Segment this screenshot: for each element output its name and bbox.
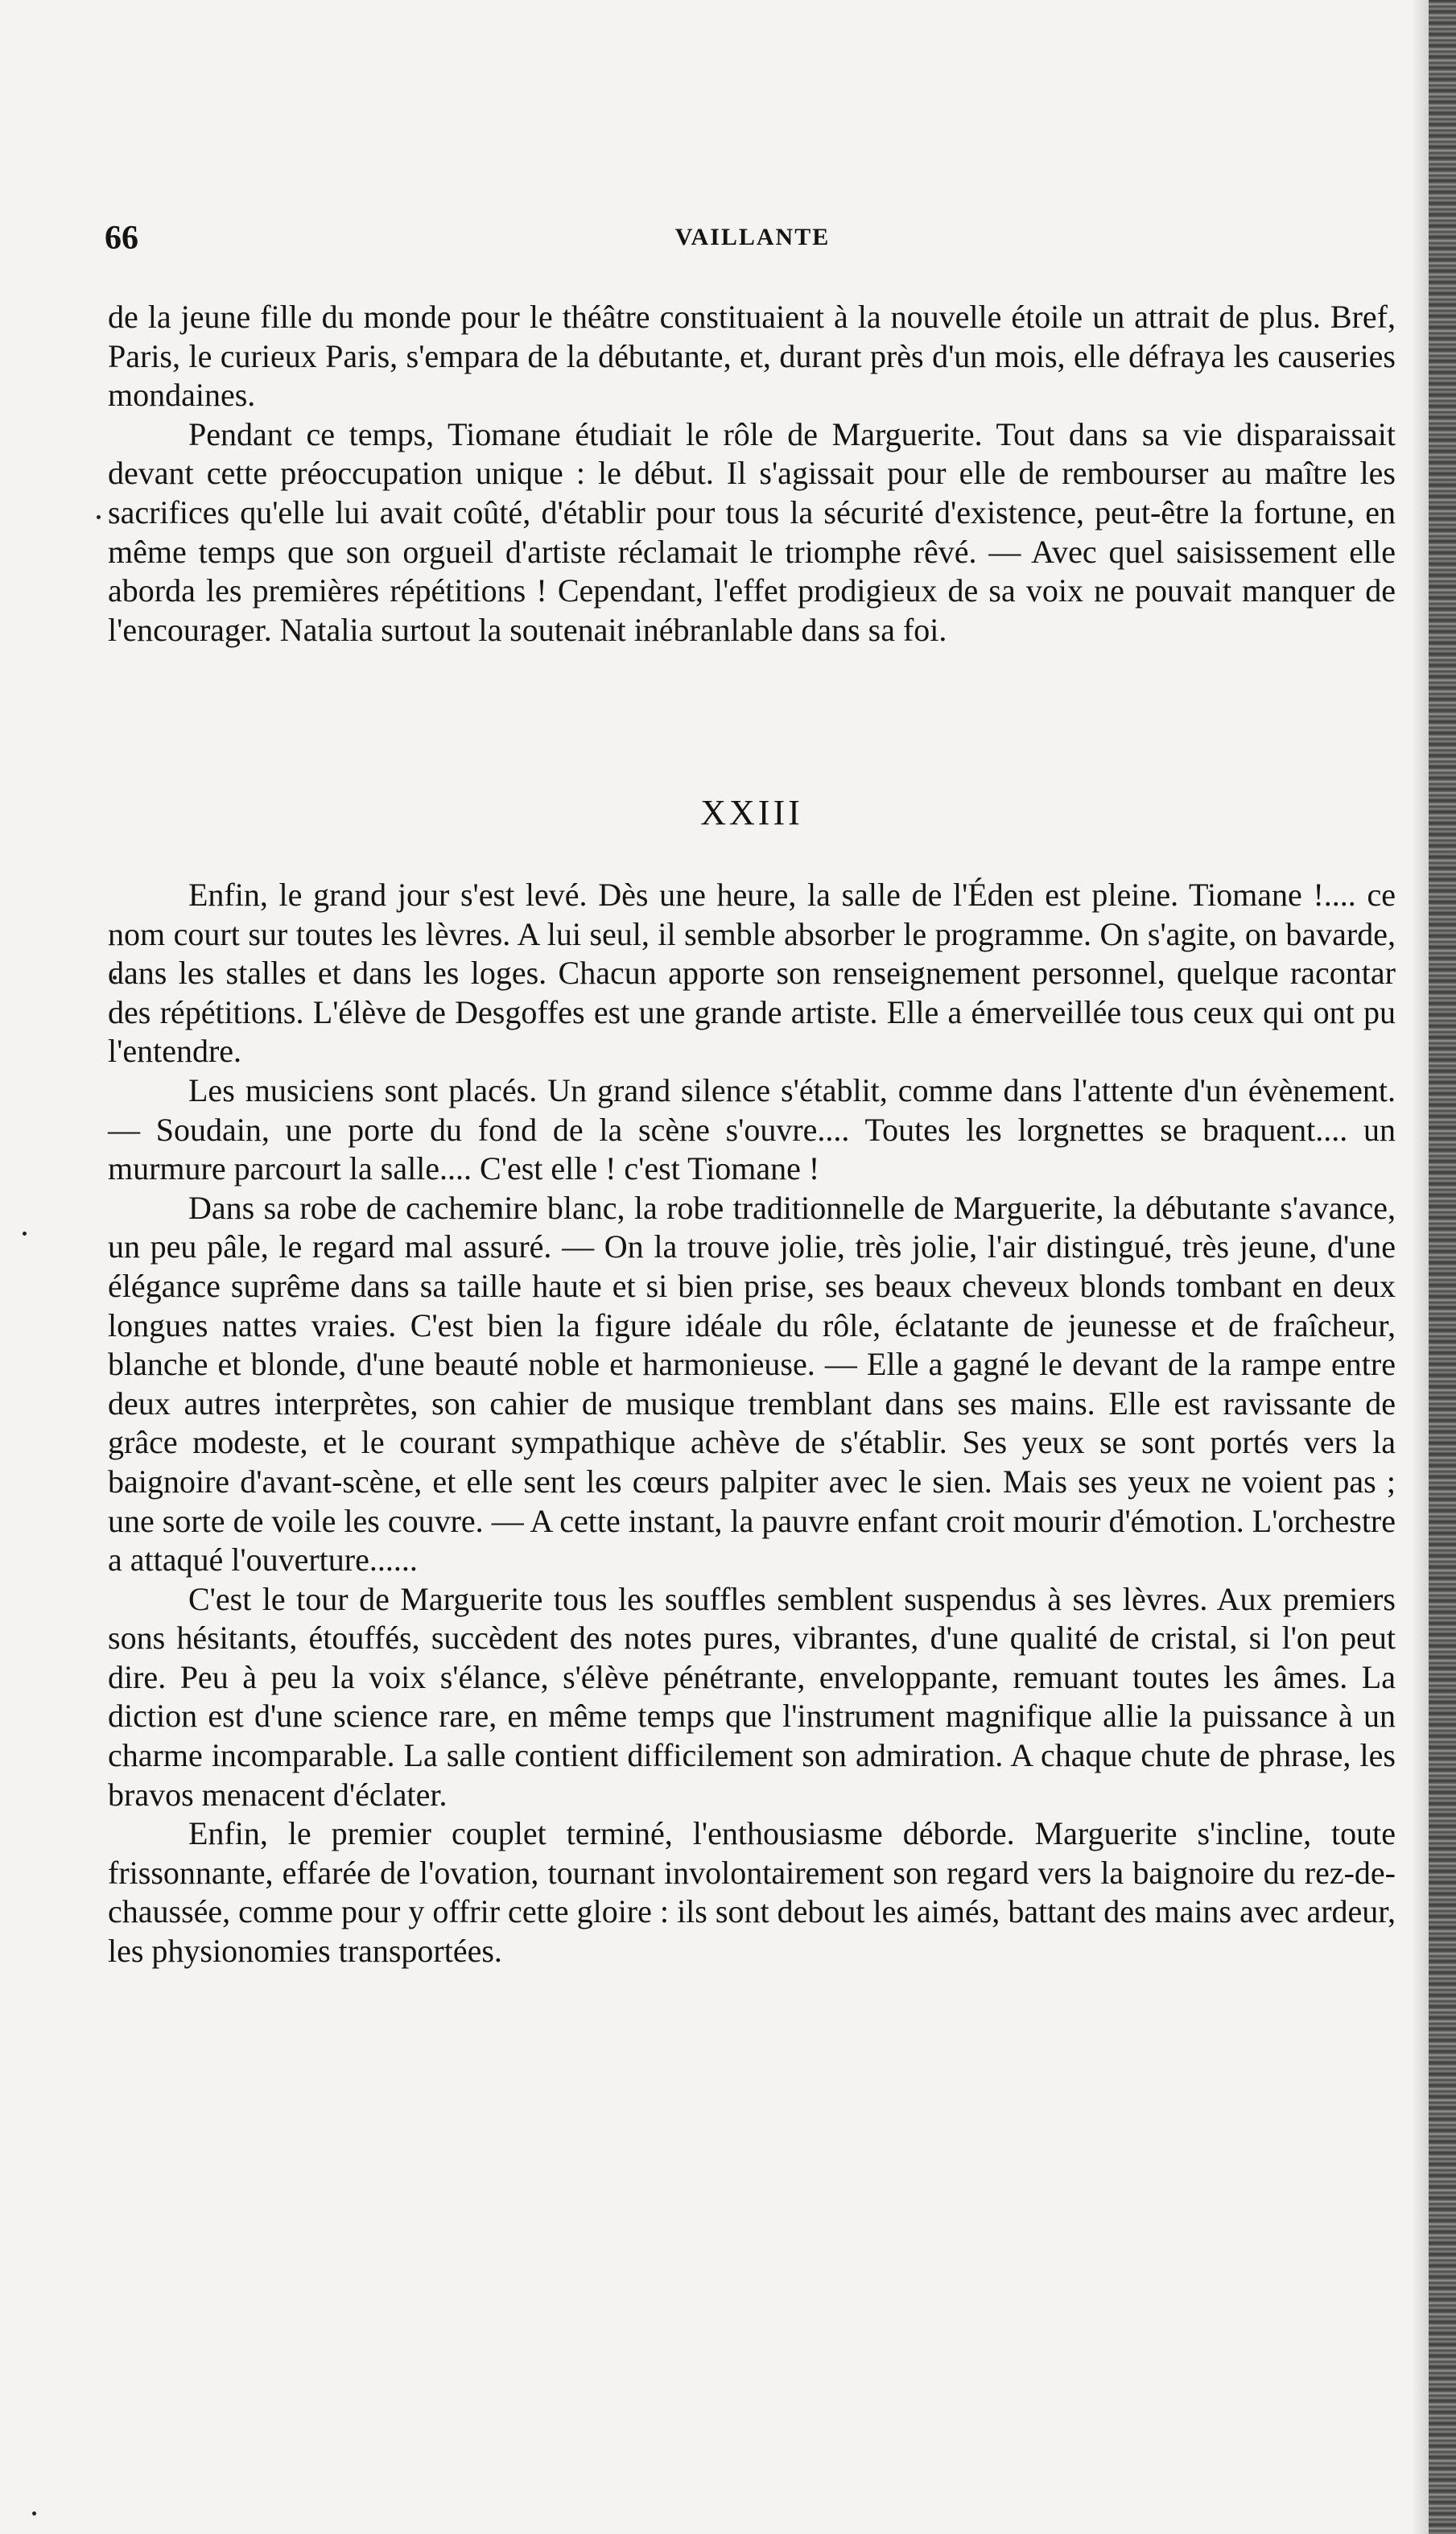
paragraph: Enfin, le grand jour s'est levé. Dès une heure, la salle de l'Éden est pleine. Tiomane !.... ce nom court sur toutes les lèvres. A lui seul, il semble absorber le programme. On s'agite, on bavarde, dans les stalles et dans les loges. Chacun apporte son renseignement personnel, quelque racontar des répétitions. L'élève de Desgoffes est une grande artiste. Elle a émerveillée tous ceux qui ont pu l'entendre. [108, 877, 1396, 1070]
binding-shadow [1411, 0, 1429, 2534]
text-block-after-section [108, 876, 1396, 1971]
paragraph: Enfin, le premier couplet terminé, l'enthousiasme déborde. Marguerite s'incline, toute frissonnante, effarée de l'ovation, tournant involontairement son regard vers la baignoire du rez-de-chaussée, comme pour y offrir cette gloire : ils sont debout les aimés, battant des mains avec ardeur, les physionomies transportées. [108, 1815, 1396, 1970]
scan-speck [23, 1232, 27, 1236]
running-head [105, 219, 1400, 259]
page-number: 66 [105, 220, 138, 257]
paragraph: Pendant ce temps, Tiomane étudiait le rôle de Marguerite. Tout dans sa vie disparaissait devant cette préoccupation unique : le début. Il s'agissait pour elle de rembourser au maître les sacrifices qu'elle lui avait coûté, d'établir pour tous la sécurité d'existence, peut-être la fortune, en même temps que son orgueil d'artiste réclamait le triomphe rêvé. — Avec quel saisissement elle aborda les premières répétitions ! Cependant, l'effet prodigieux de sa voix ne pouvait manquer de l'encourager. Natalia surtout la soutenait inébranlable dans sa foi. [108, 415, 1396, 648]
paragraph: de la jeune fille du monde pour le théâtre constituaient à la nouvelle étoile un attrait de plus. Bref, Paris, le curieux Paris, s'empara de la débutante, et, durant près d'un mois, elle défraya les causeries mondaines. [108, 299, 1396, 414]
scan-speck [97, 515, 101, 519]
scan-speck [32, 2511, 36, 2515]
paragraph: C'est le tour de Marguerite tous les souffles semblent suspendus à ses lèvres. Aux premiers sons hésitants, étouffés, succèdent des notes pures, vibrantes, d'une qualité de cristal, si l'on peut dire. Peu à peu la voix s'élance, s'élève pénétrante, enveloppante, remuant toutes les âmes. La diction est d'une science rare, en même temps que l'instrument magnifique allie la puissance à un charme incomparable. La salle contient difficilement son admiration. A chaque chute de phrase, les bravos menacent d'éclater. [108, 1580, 1396, 1813]
paragraph: Dans sa robe de cachemire blanc, la robe traditionnelle de Marguerite, la débutante s'avance, un peu pâle, le regard mal assuré. — On la trouve jolie, très jolie, l'air distingué, très jeune, d'une élégance suprême dans sa taille haute et si bien prise, ses beaux cheveux blonds tombant en deux longues nattes vraies. C'est bien la figure idéale du rôle, éclatante de jeunesse et de fraîcheur, blanche et blonde, d'une beauté noble et harmonieuse. — Elle a gagné le devant de la rampe entre deux autres interprètes, son cahier de musique tremblant dans ses mains. Elle est ravissante de grâce modeste, et le courant sympathique achève de s'établir. Ses yeux se sont portés vers la baignoire d'avant-scène, et elle sent les cœurs palpiter avec le sien. Mais ses yeux ne voient pas ; une sorte de voile les couvre. — A cette instant, la pauvre enfant croit mourir d'émotion. L'orchestre a attaqué l'ouverture...... [108, 1189, 1396, 1579]
paragraph: Les musiciens sont placés. Un grand silence s'établit, comme dans l'attente d'un évènement. — Soudain, une porte du fond de la scène s'ouvre.... Toutes les lorgnettes se braquent.... un murmure parcourt la salle.... C'est elle ! c'est Tiomane ! [108, 1071, 1396, 1187]
running-title: VAILLANTE [674, 224, 831, 250]
text-block-before-section [108, 298, 1396, 650]
section-heading: XXIII [700, 793, 803, 832]
binding-edge [1429, 0, 1456, 2534]
